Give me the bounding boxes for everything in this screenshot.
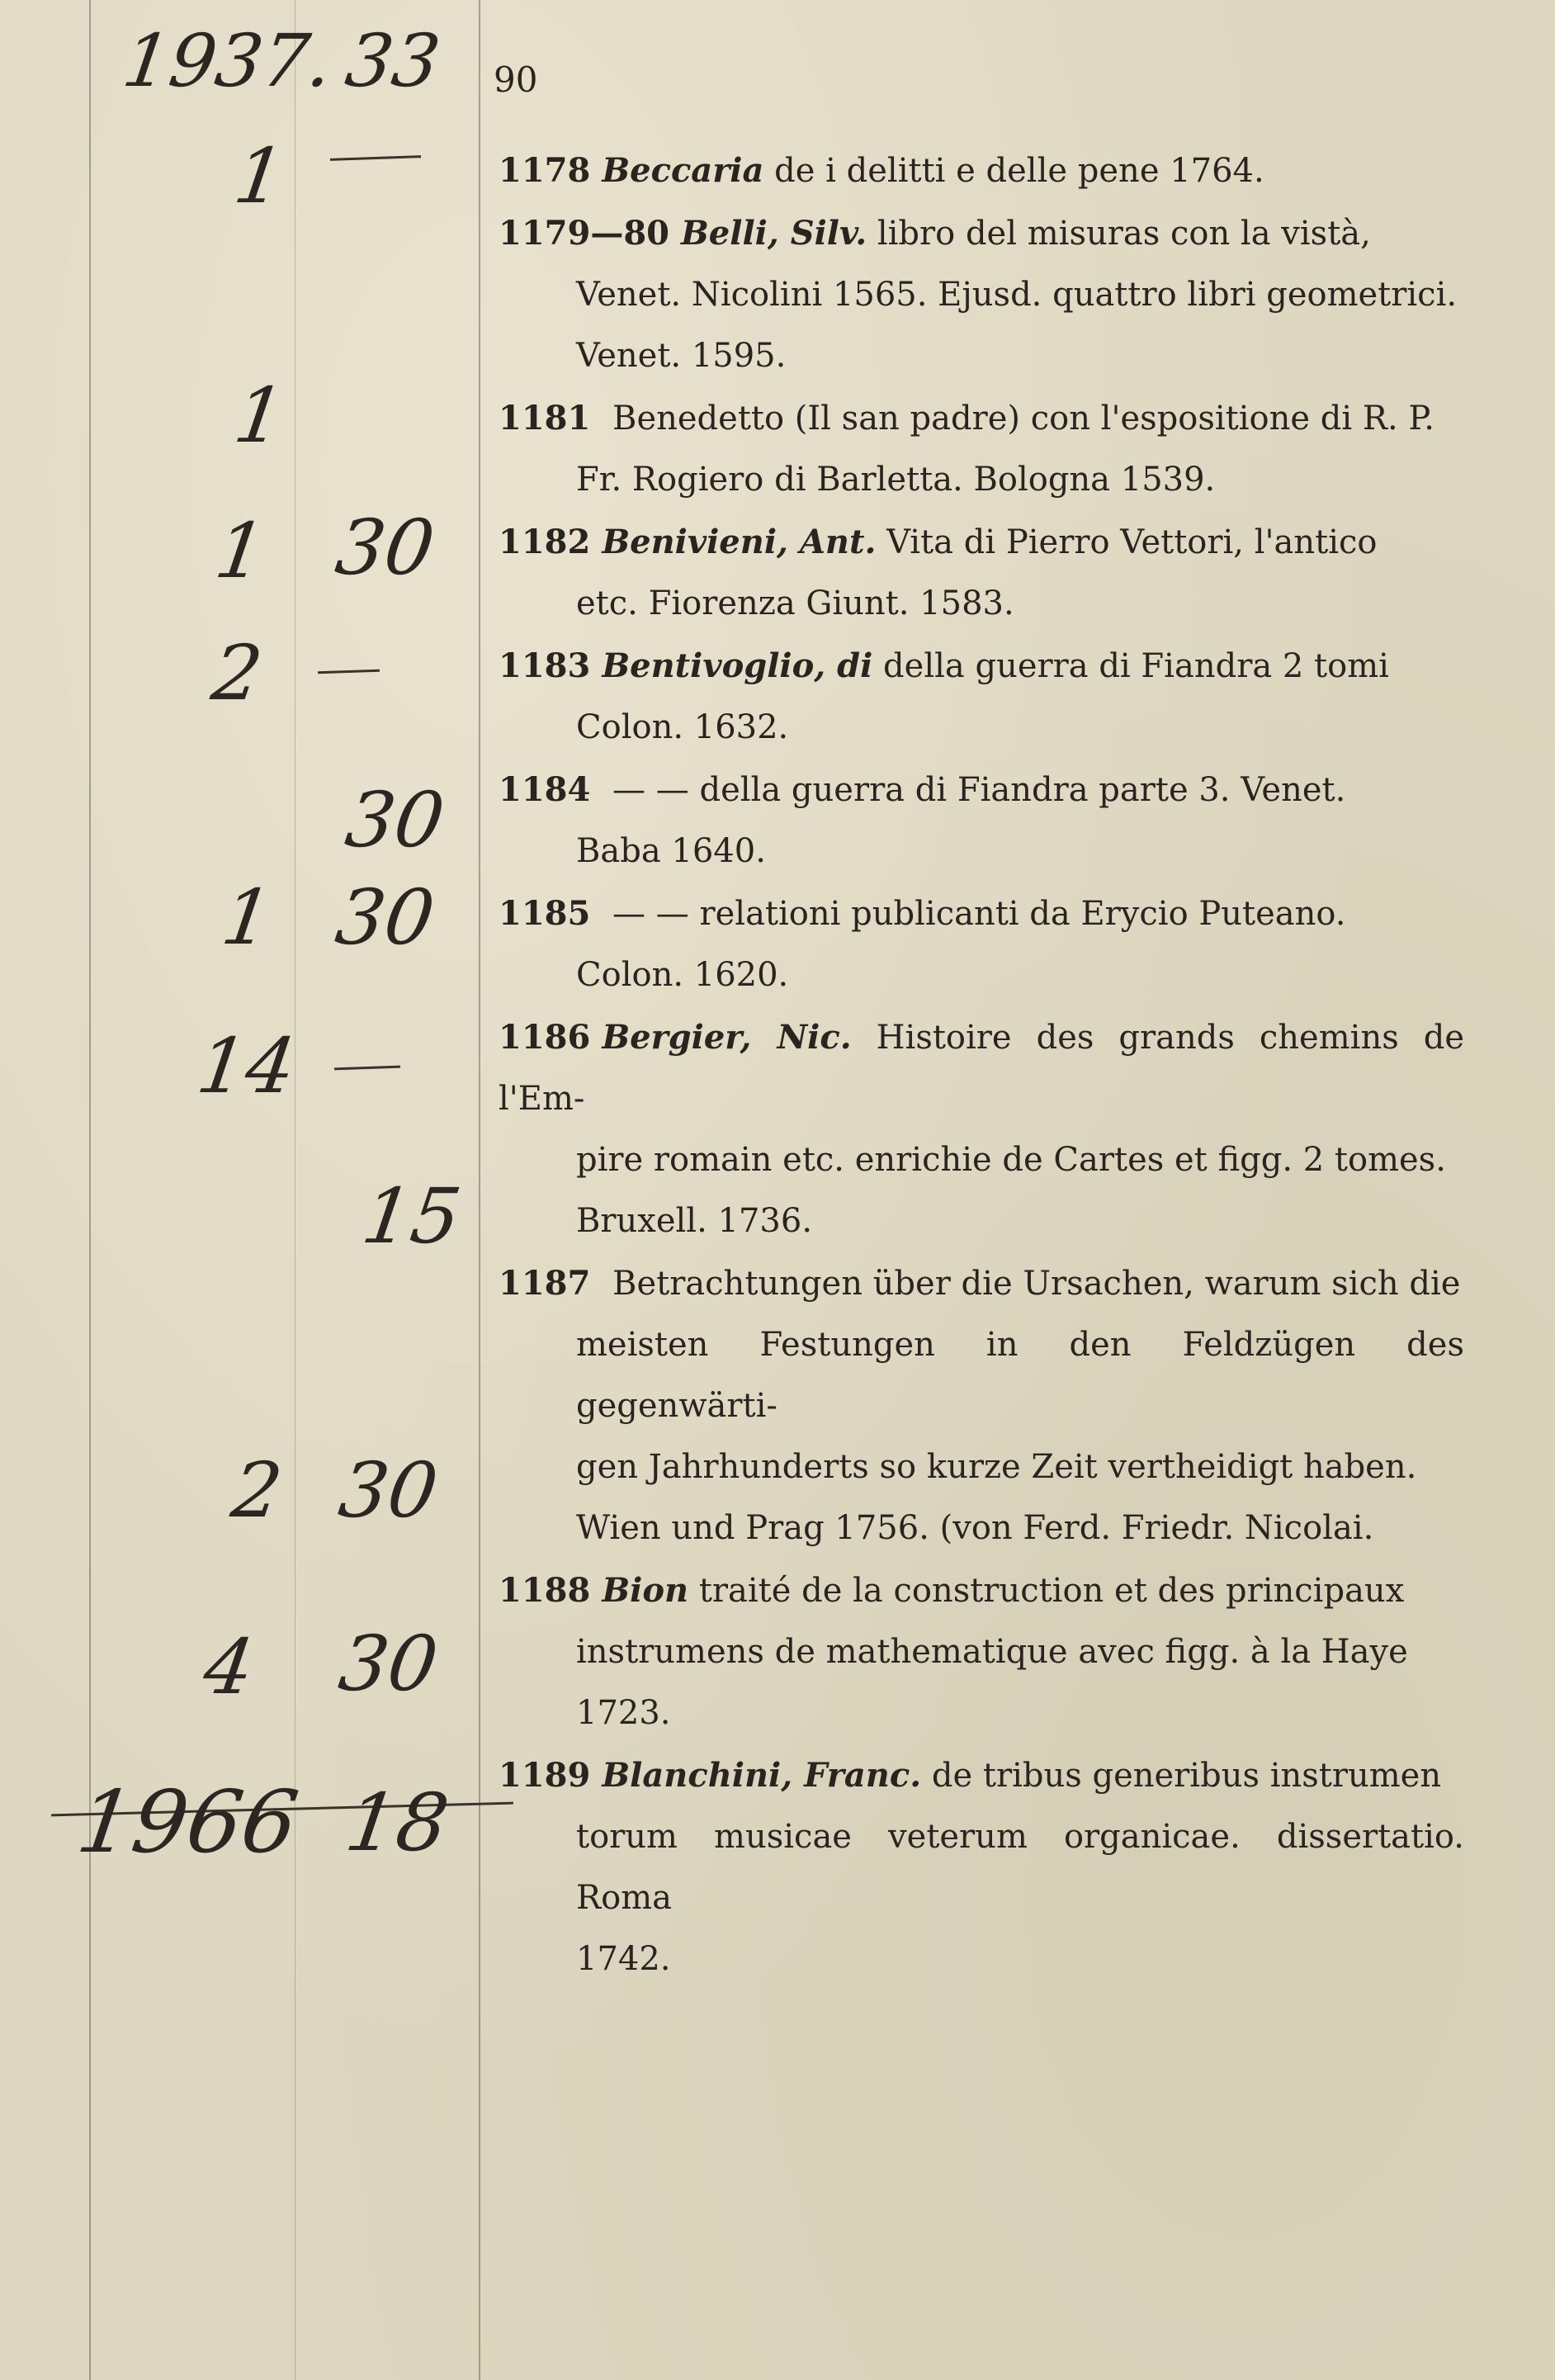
entry-line: 1723.: [576, 1694, 671, 1732]
entry-number: 1183: [499, 646, 591, 685]
amount-right-1187: 15: [357, 1172, 466, 1261]
amount-dash-1178: [330, 155, 421, 161]
amount-right-1185: 30: [330, 873, 440, 962]
entry-number: 1188: [499, 1571, 591, 1610]
entry-line: Venet. Nicolini 1565. Ejusd. quattro libri geometrici.: [576, 276, 1458, 314]
entry-1184: [499, 759, 1464, 882]
entry-line: gen Jahrhunderts so kurze Zeit vertheidigt haben.: [576, 1448, 1417, 1486]
entry-line: traité de la construction et des principaux: [698, 1572, 1405, 1610]
amount-right-1184: 30: [340, 776, 450, 864]
entry-number: 1187: [499, 1264, 591, 1303]
entry-author: Bentivoglio, di: [602, 646, 873, 685]
entry-line: libro del misuras con la vistà,: [877, 215, 1371, 253]
amount-left-1178: 1: [229, 132, 291, 220]
entry-line: torum musicae veterum organicae. dissertatio. Roma: [576, 1818, 1464, 1917]
entry-number: 1185: [499, 894, 591, 933]
footer-total: 18: [340, 1777, 455, 1869]
entry-line: de i delitti e delle pene 1764.: [774, 152, 1264, 190]
entry-line: Wien und Prag 1756. (von Ferd. Friedr. Nicolai.: [576, 1509, 1374, 1547]
entry-line: — — della guerra di Fiandra parte 3. Venet.: [612, 771, 1346, 809]
entry-line: Venet. 1595.: [576, 337, 787, 375]
entry-author: Bergier, Nic.: [602, 1018, 852, 1057]
entry-1181: [499, 388, 1464, 510]
entry-number: 1179—80: [499, 214, 669, 253]
margin-rule-left: [89, 0, 91, 2380]
entry-line: Baba 1640.: [576, 832, 766, 870]
entry-line: della guerra di Fiandra 2 tomi: [883, 647, 1389, 685]
entry-1178: [499, 140, 1464, 201]
entry-line: Bruxell. 1736.: [576, 1202, 813, 1240]
amount-right-1189: 30: [333, 1620, 443, 1708]
entry-1183: [499, 636, 1464, 758]
entry-line: Vita di Pierro Vettori, l'antico: [886, 523, 1378, 561]
amount-left-1188: 2: [226, 1446, 288, 1535]
entry-line: Benedetto (Il san padre) con l'espositione di R. P.: [612, 400, 1434, 438]
amount-dash-1183: [318, 670, 380, 674]
amount-left-1182: 1: [210, 507, 272, 595]
entry-line: pire romain etc. enrichie de Cartes et figg. 2 tomes.: [576, 1141, 1446, 1179]
entry-number: 1186: [499, 1018, 591, 1057]
entry-author: Benivieni, Ant.: [602, 523, 877, 561]
margin-rule-right: [479, 0, 480, 2380]
catalogue-entries: [499, 140, 1464, 1991]
footer-year: 1966: [71, 1772, 305, 1872]
entry-1186: [499, 1007, 1464, 1252]
entry-number: 1178: [499, 151, 591, 190]
entry-number: 1184: [499, 770, 591, 809]
entry-number: 1181: [499, 399, 591, 438]
entry-line: Betrachtungen über die Ursachen, warum sich die: [612, 1265, 1461, 1303]
entry-line: meisten Festungen in den Feldzügen des gegenwärti-: [576, 1326, 1464, 1425]
amount-right-1182: 30: [330, 504, 440, 592]
entry-line: 1742.: [576, 1940, 671, 1978]
entry-1182: [499, 512, 1464, 634]
entry-line: Histoire des grands chemins de l'Em-: [499, 1019, 1465, 1118]
entry-line: Colon. 1620.: [576, 956, 789, 994]
entry-line: Colon. 1632.: [576, 708, 789, 746]
entry-number: 1189: [499, 1756, 591, 1795]
amount-right-1188: 30: [333, 1446, 443, 1535]
amount-left-1185: 1: [216, 873, 278, 962]
entry-author: Blanchini, Franc.: [602, 1756, 922, 1795]
entry-line: Fr. Rogiero di Barletta. Bologna 1539.: [576, 461, 1216, 499]
entry-line: etc. Fiorenza Giunt. 1583.: [576, 584, 1014, 622]
entry-1188: [499, 1560, 1464, 1744]
amount-left-1181: 1: [229, 371, 291, 460]
entry-1189: [499, 1745, 1464, 1990]
entry-author: Beccaria: [602, 151, 764, 190]
entry-line: — — relationi publicanti da Erycio Puteano.: [612, 895, 1346, 933]
entry-line: instrumens de mathematique avec figg. à la Haye: [576, 1633, 1408, 1671]
header-year: 1937.: [117, 18, 338, 103]
amount-left-1189: 4: [198, 1623, 260, 1711]
entry-author: Bion: [602, 1571, 689, 1610]
entry-1179-80: [499, 203, 1464, 386]
page-number: 90: [494, 59, 538, 100]
amount-dash-1186: [334, 1066, 400, 1071]
entry-1185: [499, 883, 1464, 1005]
amount-left-1183: 2: [206, 629, 268, 717]
amount-left-1186: 14: [191, 1022, 301, 1110]
entry-1187: [499, 1253, 1464, 1559]
header-count: 33: [340, 18, 446, 103]
entry-author: Belli, Silv.: [681, 214, 867, 253]
entry-number: 1182: [499, 523, 591, 561]
entry-line: de tribus generibus instrumen: [931, 1757, 1442, 1795]
